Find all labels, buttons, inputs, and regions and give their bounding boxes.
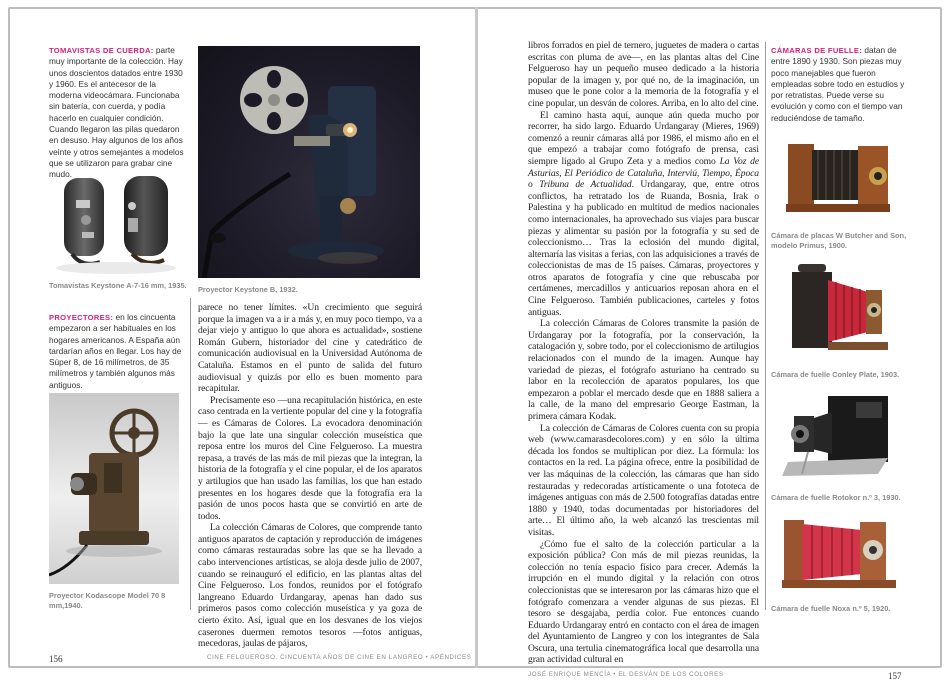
sidebar-lead-tomavistas: TOMAVISTAS DE CUERDA: [49,46,154,55]
sidebar-lead-fuelle: CÁMARAS DE FUELLE: [771,46,863,55]
photo-camara-butcher-primus [782,128,894,224]
caption-kodascope: Proyector Kodascope Model 70 8 mm,1940. [49,591,166,610]
sidebar-text-proyectores: en los cincuenta empezaron a ser habituales en los hogares americanos. A España aún tardarían años en llegar. Los hay de Súper 8, de 16 milímetros, de 35 milímetros y también algunos más antiguos. [49,312,182,390]
right-body-text [528,40,759,666]
paragraph: La colección Cámaras de Colores transmite la pasión de Urdangaray por la fotografía, por la conservación, la catalogación y, sobre todo, por el coleccionismo de artilugios relacionados con el mundo de la imagen. Aunque hay variedad de piezas, el fotógrafo asturiano ha centrado su labor en la recolección de aparatos populares, los que empezaron a poblar el mercado desde que en 1888 saliera a la calle, de la mano del empresario George Eastman, la primera cámara Kodak. [528,318,759,422]
photo-camara-rotokor [778,390,900,482]
paragraph: Precisamente eso —una recapitulación histórica, en este caso centrada en la vertiente popular del cine y la fotografía— es Cámaras de Colores. La evocadora denominación bajo la que late una singular colección museística que reposa entre los muros del Cine Felgueroso. La muestra repasa, a través de las más de mil piezas que la integran, la historia de la fotografía y el cine popular, el de los aparatos y artilugios que han usado las familias, los que han estado presentes en los hogares desde que la fotografía era la pasión de unos pocos hasta que se convirtió en arte de todos. [198,394,422,522]
photo-tomavistas-keystone [52,170,182,276]
running-footer-right: JOSÉ ENRIQUE MENCÍA • EL DESVÁN DE LOS COLORES [528,671,724,678]
sidebar-lead-proyectores: PROYECTORES: [49,313,114,322]
gutter-divider [475,7,478,668]
photo-camara-noxa [778,512,900,596]
photo-camara-conley-plate [778,258,898,362]
italic-media-names: La Voz de Asturias, El Periódico de Cataluña, Interviú, Tiempo, Época [528,155,759,179]
paragraph: libros forrados en piel de ternero, juguetes de madera o cartas escritas con pluma de ave—, en las plantas altas del Cine Felgueroso hay un pequeño museo dedicado a la historia popular de la imagen y, por qué no, de la imaginación, un museo que le pone color a la memoria de la fotografía y el cine popular, un desván de colores. Arriba, en lo alto del cine. [528,40,759,109]
column-rule-left [190,298,191,610]
running-footer-left: CINE FELGUEROSO. CINCUENTA AÑOS DE CINE EN LANGREO • APÉNDICES [207,654,472,661]
caption-rotokor: Cámara de fuelle Rotokor n.º 3, 1930. [771,493,901,502]
paragraph: El camino hasta aquí, aunque aún queda mucho por recorrer, ha sido largo. Eduardo Urdangaray (Mieres, 1969) comenzó a reunir cámaras allá por 1986, el mismo año en el que empezó a trabajar como fotógrafo de prensa, casi siempre ligado al Grupo Zeta y a medios como La Voz de Asturias, El Periódico de Cataluña, Interviú, Tiempo, Época o Tribuna de Actualidad. Urdangaray, que, entre otros conflictos, ha retratado los de Ruanda, Bosnia, Irak o Palestina y ha publicado en multitud de medios nacionales como internacionales, ha aprovechado sus viajes para buscar piezas y alimentar su pasión por la fotografía y su sed de coleccionismo… Tras la eclosión del mundo digital, alternaría las visitas a ferias, con las adquisiciones a través de coleccionistas de mas de 15 países. Cámaras, proyectores y otros aparatos de fotografía y cine que rebuscaba por certámenes, mercadillos y anticuarios reposan ahora en el Cine Felgueroso. También publicaciones, carteles y fotos antiguas. [528,109,759,318]
paragraph: parece no tener límites. «Un crecimiento que seguirá porque la imagen va a ir a más y, en muy poco tiempo, va a dejar viejo y antiguo lo que ahora es actualidad», sostiene Román Gubern, historiador del cine y catedrático de comunicación audiovisual en la Universidad Autónoma de Cataluña. Estamos en el punto de salida del futuro audiovisual y quizás por ello es buen momento para recapitular. [198,302,422,395]
sidebar-block-proyectores [49,312,189,391]
sidebar-block-tomavistas [49,45,186,181]
page-number-left: 156 [49,654,63,664]
caption-tomavistas: Tomavistas Keystone A-7-16 mm, 1935. [49,281,187,290]
photo-proyector-keystone-b [198,46,420,278]
sidebar-text-tomavistas: parte muy importante de la colección. Hay unos doscientos datados entre 1930 y 1960. Es el antecesor de la moderna videocámara. Funcionaba sin batería, con cuerda, y podía hacerlo en cualquier condición. Cuando llegaron las pilas quedaron en desuso. Hay algunos de los años veinte y otros semejantes a modelos que se utilizaron para grabar cine mudo. [49,45,184,180]
paragraph: ¿Cómo fue el salto de la colección particular a la exposición pública? Con más de mil piezas reunidas, la colección no tenía espacio físico para crecer. Además la irrupción en el mundo digital y la relación con otros coleccionistas que se interesaron por las cámaras hizo que el fotógrafo comenzara a vender algunas de sus piezas. El tesoro se desgajaba, perdía color. Fue entonces cuando Eduardo Urdangaray entró en contacto con el área de imagen del Ayuntamiento de Langreo y con los integrantes de Sala Oscura, una tertulia cinematográfica local que desarrolla una gran actividad cultural en [528,538,759,666]
page-number-right: 157 [888,671,902,681]
paragraph: La colección de Cámaras de Colores cuenta con su propia web (www.camarasdecolores.com) y en sólo la última década los fondos se multiplican por diez. La fórmula: los contactos en la red. La página ofrece, entre la posibilidad de ver las máquinas de la colección, las cámaras que han sido restauradas y redecoradas artísticamente o una fototeca de imágenes antiguas con más de 2.500 fotografías datadas entre 1880 y 1940, todas documentadas por historiadores del arte… El último año, la web alcanzó las trescientas mil visitas. [528,422,759,538]
paragraph: La colección Cámaras de Colores, que comprende tanto antiguos aparatos de captación y reproducción de imágenes como cámaras restauradas sobre las que se ha llevado a cabo intervenciones artísticas, se aloja desde julio de 2007, cuando se reinauguró el edificio, en las plantas altas del Cine Felgueroso. Los fondos, reunidos por el fotógrafo langreano Eduardo Urdangaray, apenas han dado sus primeros pasos como colección museística y ya goza de cierto éxito. Así, igual que en los desvanes de los viejos caserones duermen remotos tesoros —fotos antiguas, mecedoras, jaulas de pájaros, [198,522,422,650]
caption-conley-plate: Cámara de fuelle Conley Plate, 1903. [771,370,900,379]
left-body-text [198,302,422,650]
italic-media-name: Tribuna de Actualidad [539,179,632,191]
caption-butcher-primus: Cámara de placas W Butcher and Son, modelo Primus, 1900. [771,231,907,250]
column-rule-right [765,42,766,610]
caption-keystone-b: Proyector Keystone B, 1932. [198,285,298,294]
sidebar-block-fuelle [771,45,907,124]
photo-proyector-kodascope [49,393,179,584]
caption-noxa: Cámara de fuelle Noxa n.º 5, 1920. [771,604,891,613]
sidebar-text-fuelle: datan de entre 1890 y 1930. Son piezas muy poco manejables que fueron empleadas sobre todo en estudios y por retratistas. Puede verse su evolución y como con el tiempo van reduciéndose de tamaño. [771,45,905,123]
